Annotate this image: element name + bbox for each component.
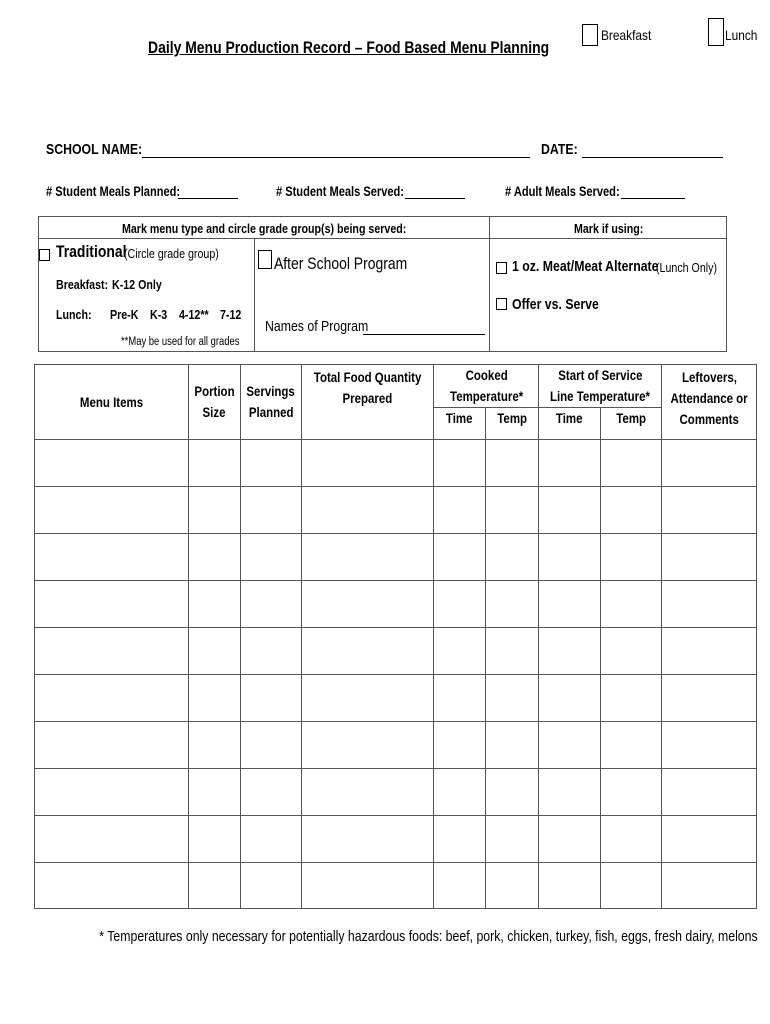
table-cell[interactable] xyxy=(189,675,241,722)
table-row xyxy=(35,675,757,722)
table-cell[interactable] xyxy=(662,816,757,863)
table-cell[interactable] xyxy=(539,440,600,487)
table-cell[interactable] xyxy=(35,816,189,863)
table-cell[interactable] xyxy=(189,581,241,628)
lunch-checkbox[interactable] xyxy=(708,18,724,46)
temperature-footnote: * Temperatures only necessary for potentially hazardous foods: beef, pork, chicken, turkey, fish, eggs, fresh dairy, melons xyxy=(99,928,758,945)
table-row xyxy=(35,863,757,909)
table-cell[interactable] xyxy=(434,769,486,816)
student-meals-planned-field[interactable] xyxy=(178,198,238,199)
table-row xyxy=(35,487,757,534)
servings-planned-header: Servings Planned xyxy=(241,365,302,440)
table-cell[interactable] xyxy=(662,675,757,722)
table-cell[interactable] xyxy=(486,440,539,487)
table-cell[interactable] xyxy=(539,769,600,816)
table-cell[interactable] xyxy=(241,440,302,487)
table-cell[interactable] xyxy=(35,722,189,769)
table-cell[interactable] xyxy=(600,675,661,722)
table-cell[interactable] xyxy=(35,581,189,628)
table-cell[interactable] xyxy=(434,487,486,534)
school-name-field[interactable] xyxy=(142,157,530,158)
table-cell[interactable] xyxy=(302,440,434,487)
table-cell[interactable] xyxy=(434,675,486,722)
names-of-program-label: Names of Program xyxy=(265,318,369,335)
table-cell[interactable] xyxy=(486,581,539,628)
table-cell[interactable] xyxy=(662,722,757,769)
table-cell[interactable] xyxy=(539,534,600,581)
table-cell[interactable] xyxy=(486,534,539,581)
table-cell[interactable] xyxy=(189,534,241,581)
traditional-checkbox[interactable] xyxy=(39,246,50,264)
table-cell[interactable] xyxy=(35,534,189,581)
table-cell[interactable] xyxy=(434,863,486,909)
table-cell[interactable] xyxy=(189,722,241,769)
service-time-header: Time xyxy=(539,408,600,440)
table-cell[interactable] xyxy=(302,863,434,909)
service-temp-header: Temp xyxy=(600,408,661,440)
start-service-header: Start of Service Line Temperature* xyxy=(539,365,662,408)
table-cell[interactable] xyxy=(241,769,302,816)
table-cell[interactable] xyxy=(241,534,302,581)
table-cell[interactable] xyxy=(302,722,434,769)
table-cell[interactable] xyxy=(539,628,600,675)
table-row xyxy=(35,628,757,675)
menu-type-header: Mark menu type and circle grade group(s) being served: xyxy=(122,221,407,236)
table-cell[interactable] xyxy=(189,863,241,909)
table-cell[interactable] xyxy=(600,440,661,487)
after-school-label: After School Program xyxy=(274,254,408,273)
portion-size-header: Portion Size xyxy=(189,365,241,440)
names-of-program-field[interactable] xyxy=(363,334,485,335)
table-cell[interactable] xyxy=(189,487,241,534)
breakfast-grade-value[interactable]: K-12 Only xyxy=(112,277,162,292)
table-cell[interactable] xyxy=(600,487,661,534)
table-cell[interactable] xyxy=(486,769,539,816)
table-cell[interactable] xyxy=(302,628,434,675)
table-row xyxy=(35,816,757,863)
table-cell[interactable] xyxy=(434,440,486,487)
meat-alternate-label: 1 oz. Meat/Meat Alternate xyxy=(512,258,659,275)
meat-alternate-note: (Lunch Only) xyxy=(656,260,718,275)
table-row xyxy=(35,534,757,581)
table-cell[interactable] xyxy=(486,675,539,722)
date-label: DATE: xyxy=(541,141,578,158)
table-cell[interactable] xyxy=(662,440,757,487)
grade-4-12[interactable]: 4-12** xyxy=(179,307,209,322)
table-cell[interactable] xyxy=(189,816,241,863)
table-row xyxy=(35,722,757,769)
table-cell[interactable] xyxy=(241,581,302,628)
student-meals-planned-label: # Student Meals Planned: xyxy=(46,184,181,199)
traditional-note: (Circle grade group) xyxy=(124,246,219,261)
table-cell[interactable] xyxy=(662,769,757,816)
table-cell[interactable] xyxy=(35,440,189,487)
table-cell[interactable] xyxy=(35,628,189,675)
table-cell[interactable] xyxy=(35,769,189,816)
student-meals-served-field[interactable] xyxy=(405,198,465,199)
total-food-header: Total Food Quantity Prepared xyxy=(302,365,434,440)
table-cell[interactable] xyxy=(241,487,302,534)
table-cell[interactable] xyxy=(241,628,302,675)
table-cell[interactable] xyxy=(189,628,241,675)
table-cell[interactable] xyxy=(434,534,486,581)
table-cell[interactable] xyxy=(434,581,486,628)
table-cell[interactable] xyxy=(486,722,539,769)
table-cell[interactable] xyxy=(189,440,241,487)
table-cell[interactable] xyxy=(662,863,757,909)
breakfast-label: Breakfast xyxy=(601,27,652,43)
table-cell[interactable] xyxy=(539,487,600,534)
after-school-checkbox[interactable] xyxy=(258,250,272,269)
meat-alternate-checkbox[interactable] xyxy=(496,259,507,277)
table-cell[interactable] xyxy=(486,863,539,909)
table-cell[interactable] xyxy=(35,863,189,909)
mark-if-using-header: Mark if using: xyxy=(574,221,644,236)
grade-7-12[interactable]: 7-12 xyxy=(220,307,242,322)
table-row xyxy=(35,769,757,816)
table-cell[interactable] xyxy=(539,863,600,909)
table-cell[interactable] xyxy=(434,816,486,863)
table-cell[interactable] xyxy=(662,534,757,581)
menu-items-header: Menu Items xyxy=(35,365,189,440)
production-table xyxy=(34,364,757,909)
table-cell[interactable] xyxy=(189,769,241,816)
table-cell[interactable] xyxy=(35,487,189,534)
offer-vs-serve-checkbox[interactable] xyxy=(496,295,507,313)
table-cell[interactable] xyxy=(600,816,661,863)
table-cell[interactable] xyxy=(600,863,661,909)
table-cell[interactable] xyxy=(302,769,434,816)
table-cell[interactable] xyxy=(302,534,434,581)
grades-note: **May be used for all grades xyxy=(121,336,240,348)
table-cell[interactable] xyxy=(241,863,302,909)
table-cell[interactable] xyxy=(241,722,302,769)
table-cell[interactable] xyxy=(600,722,661,769)
table-cell[interactable] xyxy=(486,816,539,863)
cooked-temp-subheader: Temp xyxy=(486,408,539,440)
table-cell[interactable] xyxy=(35,675,189,722)
table-cell[interactable] xyxy=(539,722,600,769)
table-cell[interactable] xyxy=(302,675,434,722)
table-cell[interactable] xyxy=(600,534,661,581)
table-row xyxy=(35,440,757,487)
offer-vs-serve-label: Offer vs. Serve xyxy=(512,296,599,313)
leftovers-header: Leftovers, Attendance or Comments xyxy=(662,365,757,440)
table-cell[interactable] xyxy=(486,628,539,675)
table-row xyxy=(35,581,757,628)
table-cell[interactable] xyxy=(241,816,302,863)
student-meals-served-label: # Student Meals Served: xyxy=(276,184,404,199)
breakfast-grade-label: Breakfast: xyxy=(56,277,109,292)
table-cell[interactable] xyxy=(600,581,661,628)
table-cell[interactable] xyxy=(302,487,434,534)
table-cell[interactable] xyxy=(539,816,600,863)
adult-meals-served-field[interactable] xyxy=(621,198,685,199)
table-cell[interactable] xyxy=(434,628,486,675)
table-cell[interactable] xyxy=(662,628,757,675)
adult-meals-served-label: # Adult Meals Served: xyxy=(505,184,620,199)
page-title: Daily Menu Production Record – Food Based Menu Planning xyxy=(148,38,550,57)
table-cell[interactable] xyxy=(241,675,302,722)
table-cell[interactable] xyxy=(486,487,539,534)
lunch-grade-label: Lunch: xyxy=(56,307,92,322)
table-cell[interactable] xyxy=(662,581,757,628)
breakfast-checkbox[interactable] xyxy=(582,24,598,46)
cooked-time-header: Time xyxy=(434,408,486,440)
table-cell[interactable] xyxy=(434,722,486,769)
table-cell[interactable] xyxy=(302,581,434,628)
lunch-label: Lunch xyxy=(725,27,758,43)
school-name-label: SCHOOL NAME: xyxy=(46,141,143,158)
table-cell[interactable] xyxy=(539,675,600,722)
traditional-label: Traditional xyxy=(56,242,127,261)
table-cell[interactable] xyxy=(600,769,661,816)
grade-k3[interactable]: K-3 xyxy=(150,307,168,322)
table-cell[interactable] xyxy=(662,487,757,534)
table-cell[interactable] xyxy=(539,581,600,628)
date-field[interactable] xyxy=(582,157,723,158)
cooked-temp-header: Cooked Temperature* xyxy=(434,365,539,408)
grade-prek[interactable]: Pre-K xyxy=(110,307,139,322)
table-cell[interactable] xyxy=(600,628,661,675)
table-cell[interactable] xyxy=(302,816,434,863)
